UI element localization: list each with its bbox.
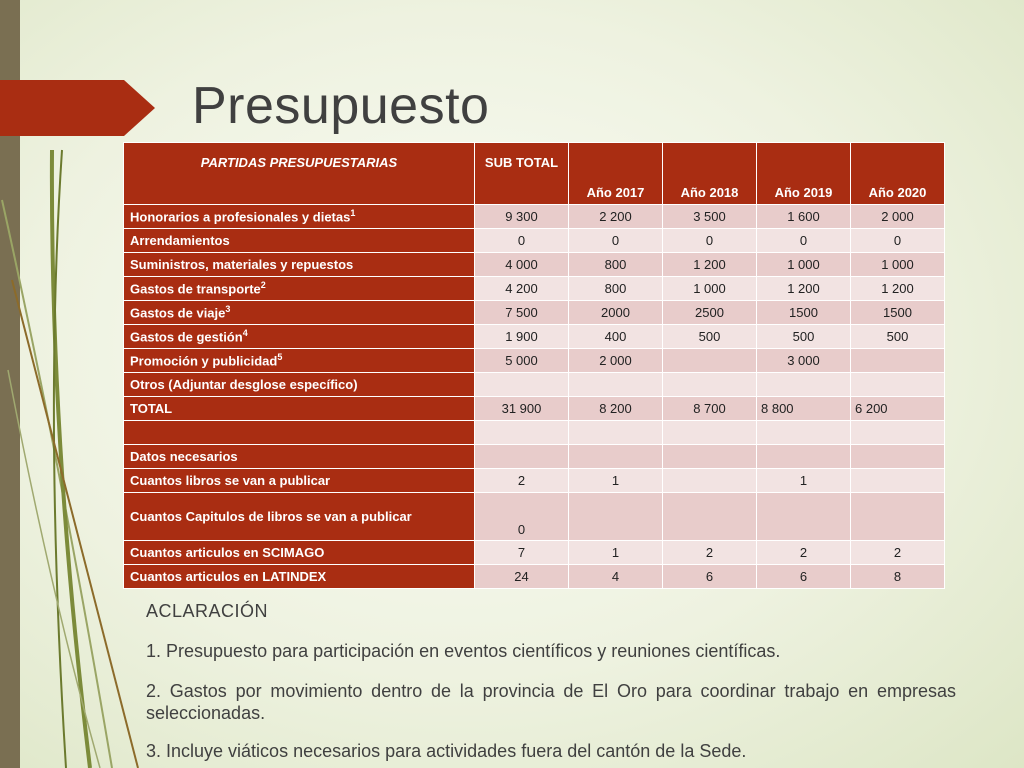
cell-y2019 — [757, 373, 851, 397]
row-label: Arrendamientos — [124, 229, 475, 253]
cell-y2017: 400 — [569, 325, 663, 349]
budget-table-container — [123, 142, 944, 589]
cell-sub: 5 000 — [475, 349, 569, 373]
cell-sub — [475, 373, 569, 397]
cell-y2020: 1500 — [851, 301, 945, 325]
row-label: TOTAL — [124, 397, 475, 421]
row-label: Cuantos articulos en LATINDEX — [124, 565, 475, 589]
cell-y2018 — [663, 445, 757, 469]
cell-y2018: 3 500 — [663, 205, 757, 229]
row-label: Otros (Adjuntar desglose específico) — [124, 373, 475, 397]
cell-y2017: 2 000 — [569, 349, 663, 373]
cell-y2017 — [569, 445, 663, 469]
cell-y2018 — [663, 373, 757, 397]
table-row — [124, 493, 945, 541]
table-row — [124, 565, 945, 589]
footnote-3: 3. Incluye viáticos necesarios para actividades fuera del cantón de la Sede. — [146, 741, 747, 761]
row-label: Suministros, materiales y repuestos — [124, 253, 475, 277]
cell-y2019: 1 200 — [757, 277, 851, 301]
row-label: Honorarios a profesionales y dietas$^1$ — [124, 205, 475, 229]
cell-sub: 4 200 — [475, 277, 569, 301]
header-budget-items: PARTIDAS PRESUPUESTARIAS — [124, 143, 475, 205]
cell-y2019: 0 — [757, 229, 851, 253]
table-row — [124, 445, 945, 469]
header-subtotal: SUB TOTAL — [475, 143, 569, 205]
row-label: Gastos de gestión$^4$ — [124, 325, 475, 349]
cell-sub: 0 — [475, 229, 569, 253]
cell-y2020: 2 000 — [851, 205, 945, 229]
cell-y2017: 2000 — [569, 301, 663, 325]
row-label: Cuantos Capitulos de libros se van a publicar — [124, 493, 475, 541]
row-label: Promoción y publicidad$^5$ — [124, 349, 475, 373]
cell-y2018: 0 — [663, 229, 757, 253]
cell-sub: 7 500 — [475, 301, 569, 325]
cell-y2018: 500 — [663, 325, 757, 349]
header-year-2018: Año 2018 — [663, 143, 757, 205]
row-label — [124, 421, 475, 445]
table-row — [124, 421, 945, 445]
cell-y2020 — [851, 349, 945, 373]
cell-y2019: 1 000 — [757, 253, 851, 277]
cell-y2020: 500 — [851, 325, 945, 349]
cell-sub: 7 — [475, 541, 569, 565]
cell-sub: 0 — [475, 493, 569, 541]
header-year-2019: Año 2019 — [757, 143, 851, 205]
table-row — [124, 397, 945, 421]
table-row — [124, 277, 945, 301]
cell-y2019: 500 — [757, 325, 851, 349]
header-year-2017: Año 2017 — [569, 143, 663, 205]
cell-sub: 4 000 — [475, 253, 569, 277]
cell-sub: 9 300 — [475, 205, 569, 229]
decorative-lines — [0, 120, 140, 768]
cell-y2018: 6 — [663, 565, 757, 589]
cell-y2017 — [569, 493, 663, 541]
cell-y2017: 2 200 — [569, 205, 663, 229]
row-label: Cuantos libros se van a publicar — [124, 469, 475, 493]
row-label: Gastos de viaje$^3$ — [124, 301, 475, 325]
cell-y2020 — [851, 469, 945, 493]
table-header-row — [124, 143, 945, 205]
cell-y2017 — [569, 373, 663, 397]
cell-sub: 2 — [475, 469, 569, 493]
cell-y2019: 6 — [757, 565, 851, 589]
cell-sub: 1 900 — [475, 325, 569, 349]
cell-y2017: 0 — [569, 229, 663, 253]
cell-y2017: 1 — [569, 541, 663, 565]
table-row — [124, 253, 945, 277]
cell-y2019 — [757, 493, 851, 541]
cell-y2018 — [663, 349, 757, 373]
table-row — [124, 541, 945, 565]
table-row — [124, 229, 945, 253]
cell-y2018 — [663, 421, 757, 445]
cell-y2018: 1 000 — [663, 277, 757, 301]
cell-y2019: 1 — [757, 469, 851, 493]
cell-sub — [475, 445, 569, 469]
cell-y2018: 8 700 — [663, 397, 757, 421]
slide-title: Presupuesto — [192, 77, 490, 135]
cell-sub: 24 — [475, 565, 569, 589]
footnote-2: 2. Gastos por movimiento dentro de la provincia de El Oro para coordinar trabajo en empresas seleccionadas. — [146, 681, 956, 723]
cell-y2018: 2500 — [663, 301, 757, 325]
cell-y2020 — [851, 421, 945, 445]
cell-y2017: 1 — [569, 469, 663, 493]
cell-sub: 31 900 — [475, 397, 569, 421]
clarification-heading: ACLARACIÓN — [146, 601, 269, 621]
cell-y2017: 4 — [569, 565, 663, 589]
cell-y2018 — [663, 493, 757, 541]
cell-y2020 — [851, 493, 945, 541]
table-row — [124, 205, 945, 229]
table-row — [124, 469, 945, 493]
table-row — [124, 325, 945, 349]
cell-y2020: 1 000 — [851, 253, 945, 277]
cell-y2019 — [757, 445, 851, 469]
cell-y2018 — [663, 469, 757, 493]
table-row — [124, 301, 945, 325]
cell-y2017: 800 — [569, 253, 663, 277]
cell-y2017 — [569, 421, 663, 445]
cell-y2020: 2 — [851, 541, 945, 565]
cell-y2020 — [851, 445, 945, 469]
cell-y2018: 1 200 — [663, 253, 757, 277]
cell-y2018: 2 — [663, 541, 757, 565]
cell-y2019: 2 — [757, 541, 851, 565]
cell-y2020: 6 200 — [851, 397, 945, 421]
cell-y2019 — [757, 421, 851, 445]
row-label: Datos necesarios — [124, 445, 475, 469]
cell-y2019: 1 600 — [757, 205, 851, 229]
cell-y2020: 0 — [851, 229, 945, 253]
cell-y2020: 1 200 — [851, 277, 945, 301]
header-year-2020: Año 2020 — [851, 143, 945, 205]
cell-y2019: 8 800 — [757, 397, 851, 421]
footnote-1: 1. Presupuesto para participación en eventos científicos y reuniones científicas. — [146, 641, 781, 661]
table-row — [124, 349, 945, 373]
cell-y2020: 8 — [851, 565, 945, 589]
cell-y2020 — [851, 373, 945, 397]
cell-y2019: 1500 — [757, 301, 851, 325]
cell-y2019: 3 000 — [757, 349, 851, 373]
budget-table — [123, 142, 945, 589]
cell-y2017: 8 200 — [569, 397, 663, 421]
row-label: Cuantos articulos en SCIMAGO — [124, 541, 475, 565]
table-row — [124, 373, 945, 397]
row-label: Gastos de transporte$^2$ — [124, 277, 475, 301]
cell-sub — [475, 421, 569, 445]
cell-y2017: 800 — [569, 277, 663, 301]
